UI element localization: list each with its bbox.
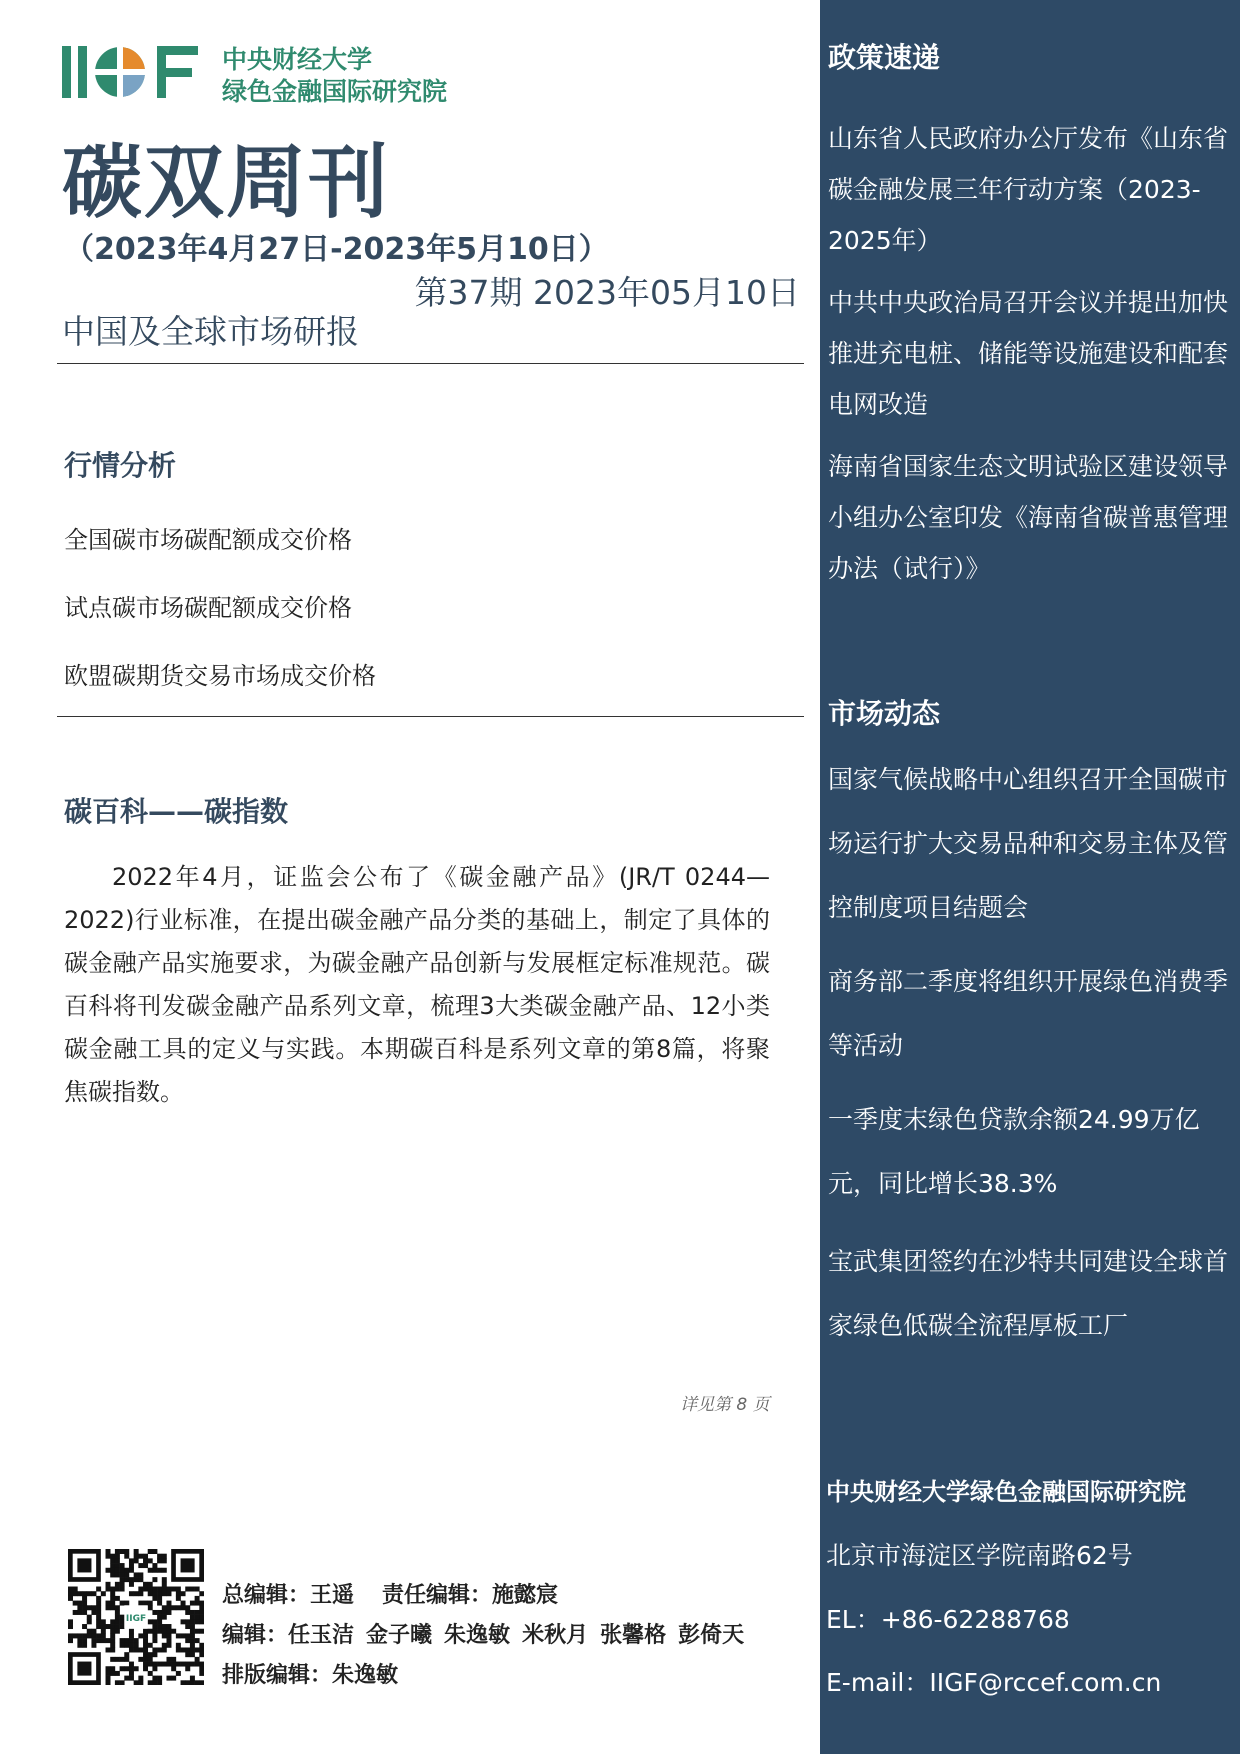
editor-line-editors [222,1618,744,1649]
see-page-reference[interactable]: 详见第 8 页 [680,1395,770,1415]
market-item[interactable]: 商务部二季度将组织开展绿色消费季等活动 [828,967,1229,1060]
editors-label: 编辑： [222,1623,289,1648]
market-heading: 市场动态 [828,697,941,730]
market-item[interactable]: 国家气候战略中心组织召开全国碳市场运行扩大交易品种和交易主体及管控制度项目结题会 [828,765,1229,922]
iigf-logo [62,42,202,102]
analysis-item-eu-futures-price[interactable]: 欧盟碳期货交易市场成交价格 [64,662,376,690]
policy-item[interactable]: 中共中央政治局召开会议并提出加快推进充电桩、储能等设施建设和配套电网改造 [828,288,1229,419]
editor-name: 任玉洁 [288,1623,355,1648]
iigf-logo-graphic [62,42,202,102]
qr-code [68,1549,204,1685]
editor-name: 米秋月 [522,1623,589,1648]
chief-editor-label: 总编辑： [222,1583,311,1608]
divider-line [57,363,804,364]
org-name-line-1: 中央财经大学 [222,45,373,74]
svg-text:IIGF: IIGF [125,1614,147,1624]
contact-email[interactable]: E-mail：IIGF@rccef.com.cn [826,1668,1162,1697]
layout-editor-name: 朱逸敏 [332,1663,399,1688]
editor-name: 张馨格 [600,1623,667,1648]
org-name-line-2: 绿色金融国际研究院 [222,77,448,106]
publication-subtitle: 中国及全球市场研报 [62,312,359,351]
chief-editor-name: 王遥 [310,1583,355,1608]
qr-code-graphic [68,1549,204,1685]
publication-title: 碳双周刊 [62,136,390,229]
issue-number-date: 第37期 2023年05月10日 [414,273,800,312]
responsible-editor-label: 责任编辑： [382,1583,493,1608]
editor-name: 彭倚天 [678,1623,745,1648]
contact-address: 北京市海淀区学院南路62号 [826,1541,1133,1570]
contact-phone: EL：+86-62288768 [826,1605,1070,1634]
policy-item[interactable]: 海南省国家生态文明试验区建设领导小组办公室印发《海南省碳普惠管理办法（试行）》 [828,452,1229,583]
editor-line-chief [222,1578,558,1609]
analysis-item-pilot-price[interactable]: 试点碳市场碳配额成交价格 [64,594,352,622]
layout-editor-label: 排版编辑： [222,1663,333,1688]
encyclopedia-heading: 碳百科——碳指数 [64,795,289,828]
encyclopedia-body-text: 2022年4月，证监会公布了《碳金融产品》(JR/T 0244—2022)行业标准，在提出碳金融产品分类的基础上，制定了具体的碳金融产品实施要求，为碳金融产品创新与发展框定标准规范。碳百科将刊发碳金融产品系列文章，梳理3大类碳金融产品、12小类碳金融工具的定义与实践。本期碳百科是系列文章的第8篇，将聚焦碳指数。 [64,863,770,1106]
contact-org-name: 中央财经大学绿色金融国际研究院 [826,1478,1186,1506]
responsible-editor-name: 施懿宸 [492,1583,559,1608]
divider-line [57,716,804,717]
date-range: （2023年4月27日-2023年5月10日） [64,232,609,267]
policy-heading: 政策速递 [828,41,941,74]
market-item[interactable]: 一季度末绿色贷款余额24.99万亿元，同比增长38.3% [828,1105,1200,1198]
market-item[interactable]: 宝武集团签约在沙特共同建设全球首家绿色低碳全流程厚板工厂 [828,1247,1229,1340]
policy-item[interactable]: 山东省人民政府办公厅发布《山东省碳金融发展三年行动方案（2023-2025年） [828,124,1229,255]
editor-line-layout [222,1658,398,1689]
editor-name: 金子曦 [366,1623,433,1648]
analysis-heading: 行情分析 [64,449,177,482]
editor-name: 朱逸敏 [444,1623,511,1648]
news-sidebar [820,0,1240,1754]
analysis-item-national-price[interactable]: 全国碳市场碳配额成交价格 [64,526,352,554]
